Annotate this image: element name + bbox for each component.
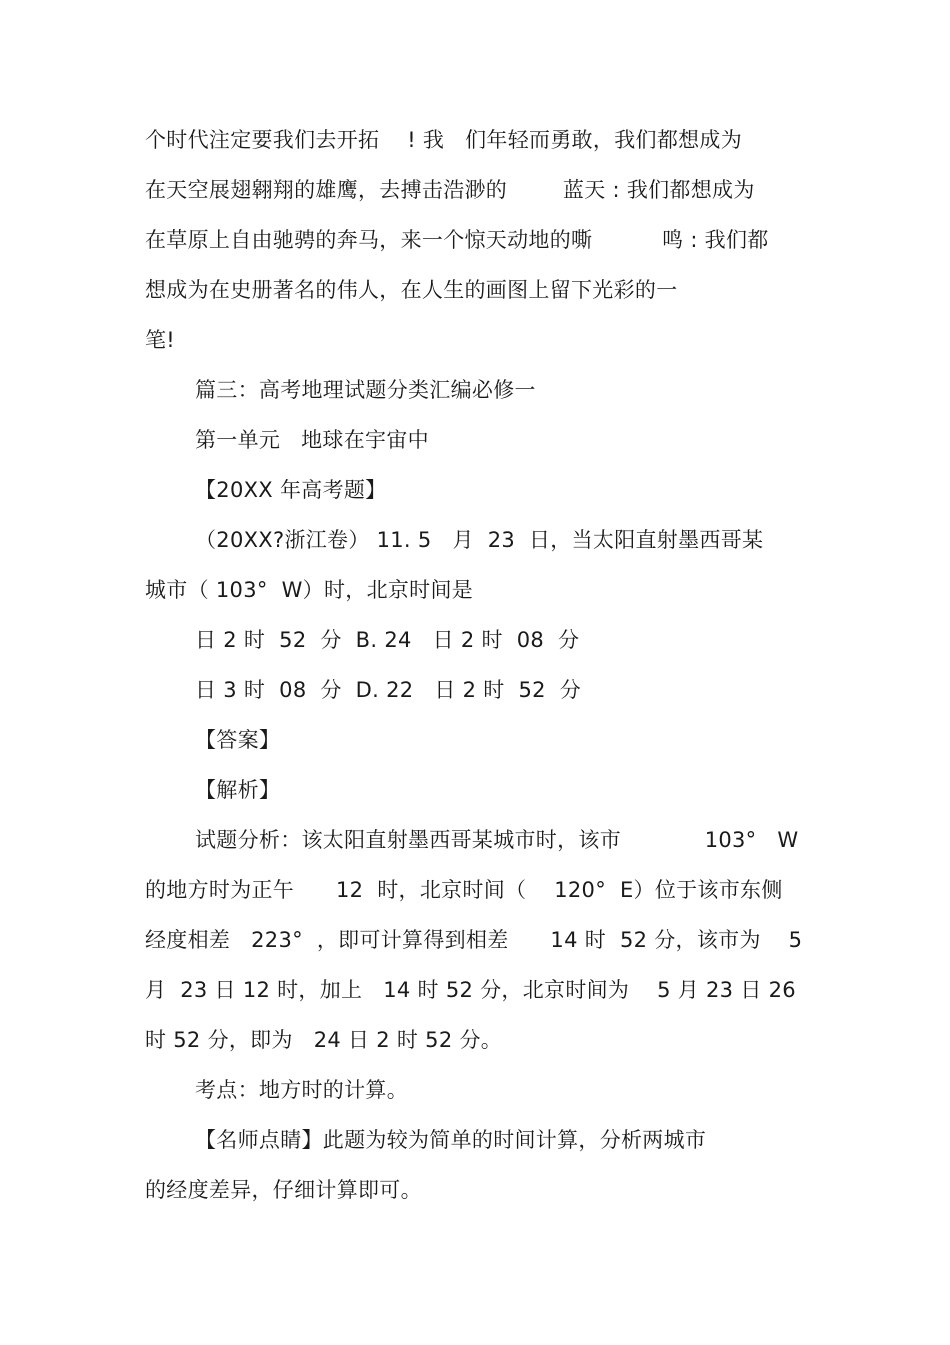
analysis-line-5: 时 52 分，即为 24 日 2 时 52 分。 — [145, 1028, 503, 1052]
paragraph-line-3: 在草原上自由驰骋的奔马，来一个惊天动地的嘶 鸣 : 我们都 — [145, 228, 769, 252]
teacher-tip-line-1: 【名师点睛】此题为较为简单的时间计算，分析两城市 — [195, 1128, 707, 1152]
question-line-2: 城市（ 103° W）时，北京时间是 — [145, 578, 474, 602]
paragraph-line-4: 想成为在史册著名的伟人，在人生的画图上留下光彩的一 — [145, 278, 678, 302]
options-line-2: 日 3 时 08 分 D. 22 日 2 时 52 分 — [195, 678, 582, 702]
analysis-line-2: 的地方时为正午 12 时，北京时间（ 120° E）位于该市东侧 — [145, 878, 783, 902]
analysis-line-1: 试题分析：该太阳直射墨西哥某城市时，该市 103° W — [195, 828, 799, 852]
section-title: 篇三：高考地理试题分类汇编必修一 — [195, 378, 536, 402]
question-line-1: （20XX?浙江卷） 11. 5 月 23 日，当太阳直射墨西哥某 — [195, 528, 764, 552]
analysis-line-3: 经度相差 223° ，即可计算得到相差 14 时 52 分，该市为 5 — [145, 928, 803, 952]
answer-heading: 【答案】 — [195, 728, 281, 752]
paragraph-line-2: 在天空展翅翱翔的雄鹰，去搏击浩渺的 蓝天 : 我们都想成为 — [145, 178, 755, 202]
analysis-line-4: 月 23 日 12 时，加上 14 时 52 分，北京时间为 5 月 23 日 26 — [145, 978, 796, 1002]
paragraph-line-5: 笔! — [145, 328, 176, 352]
analysis-heading: 【解析】 — [195, 778, 281, 802]
paragraph-line-1: 个时代注定要我们去开拓 ! 我 们年轻而勇敢，我们都想成为 — [145, 128, 743, 152]
options-line-1: 日 2 时 52 分 B. 24 日 2 时 08 分 — [195, 628, 580, 652]
key-point-line: 考点：地方时的计算。 — [195, 1078, 408, 1102]
teacher-tip-line-2: 的经度差异，仔细计算即可。 — [145, 1178, 422, 1202]
unit-title: 第一单元 地球在宇宙中 — [195, 428, 429, 452]
exam-heading: 【20XX 年高考题】 — [195, 478, 387, 502]
